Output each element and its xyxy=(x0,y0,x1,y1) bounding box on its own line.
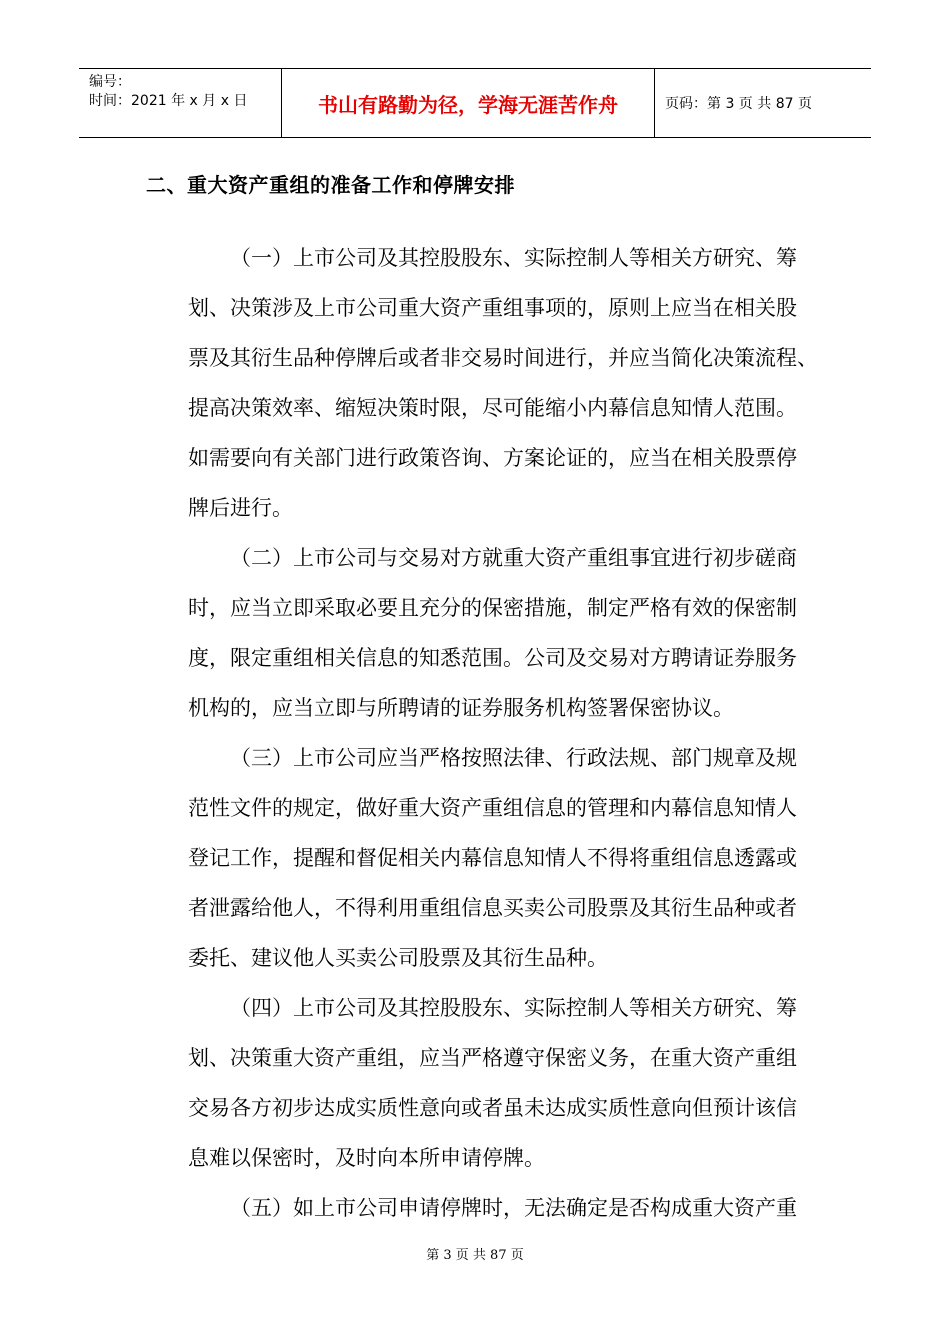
header-motto: 书山有路勤为径，学海无涯苦作舟 xyxy=(282,69,655,137)
paragraph-line: （四）上市公司及其控股股东、实际控制人等相关方研究、筹 xyxy=(230,996,797,1020)
paragraph-line: 范性文件的规定，做好重大资产重组信息的管理和内幕信息知情人 xyxy=(188,796,797,820)
paragraph-line: 如需要向有关部门进行政策咨询、方案论证的，应当在相关股票停 xyxy=(188,446,797,470)
paragraph-2 xyxy=(146,533,822,733)
paragraph-5 xyxy=(146,1183,822,1233)
paragraph-line: 登记工作，提醒和督促相关内幕信息知情人不得将重组信息透露或 xyxy=(188,846,797,870)
paragraph-line: 划、决策涉及上市公司重大资产重组事项的，原则上应当在相关股 xyxy=(188,296,797,320)
document-body xyxy=(146,233,822,1233)
paragraph-line: （五）如上市公司申请停牌时，无法确定是否构成重大资产重 xyxy=(230,1196,797,1220)
paragraph-3 xyxy=(146,733,822,983)
paragraph-line: 委托、建议他人买卖公司股票及其衍生品种。 xyxy=(188,946,608,970)
paragraph-line: 提高决策效率、缩短决策时限，尽可能缩小内幕信息知情人范围。 xyxy=(188,396,797,420)
paragraph-line: 划、决策重大资产重组，应当严格遵守保密义务，在重大资产重组 xyxy=(188,1046,797,1070)
paragraph-line: （二）上市公司与交易对方就重大资产重组事宜进行初步磋商 xyxy=(230,546,797,570)
paragraph-line: 票及其衍生品种停牌后或者非交易时间进行，并应当简化决策流程、 xyxy=(188,346,818,370)
paragraph-line: 度，限定重组相关信息的知悉范围。公司及交易对方聘请证券服务 xyxy=(188,646,797,670)
paragraph-4 xyxy=(146,983,822,1183)
paragraph-line: 者泄露给他人，不得利用重组信息买卖公司股票及其衍生品种或者 xyxy=(188,896,797,920)
page-header xyxy=(79,68,871,138)
paragraph-line: 机构的，应当立即与所聘请的证券服务机构签署保密协议。 xyxy=(188,696,734,720)
paragraph-1 xyxy=(146,233,822,533)
page-footer: 第 3 页 共 87 页 xyxy=(426,1248,524,1263)
document-number-label: 编号： xyxy=(89,74,131,90)
header-meta xyxy=(79,69,282,137)
paragraph-line: （三）上市公司应当严格按照法律、行政法规、部门规章及规 xyxy=(230,746,797,770)
paragraph-line: 时，应当立即采取必要且充分的保密措施，制定严格有效的保密制 xyxy=(188,596,797,620)
paragraph-line: 牌后进行。 xyxy=(188,496,293,520)
paragraph-line: 交易各方初步达成实质性意向或者虽未达成实质性意向但预计该信 xyxy=(188,1096,797,1120)
header-page-info: 页码：第 3 页 共 87 页 xyxy=(665,96,812,112)
section-heading: 二、重大资产重组的准备工作和停牌安排 xyxy=(146,173,515,197)
paragraph-line: （一）上市公司及其控股股东、实际控制人等相关方研究、筹 xyxy=(230,246,797,270)
document-date: 时间：2021 年 x 月 x 日 xyxy=(89,93,248,109)
paragraph-line: 息难以保密时，及时向本所申请停牌。 xyxy=(188,1146,545,1170)
